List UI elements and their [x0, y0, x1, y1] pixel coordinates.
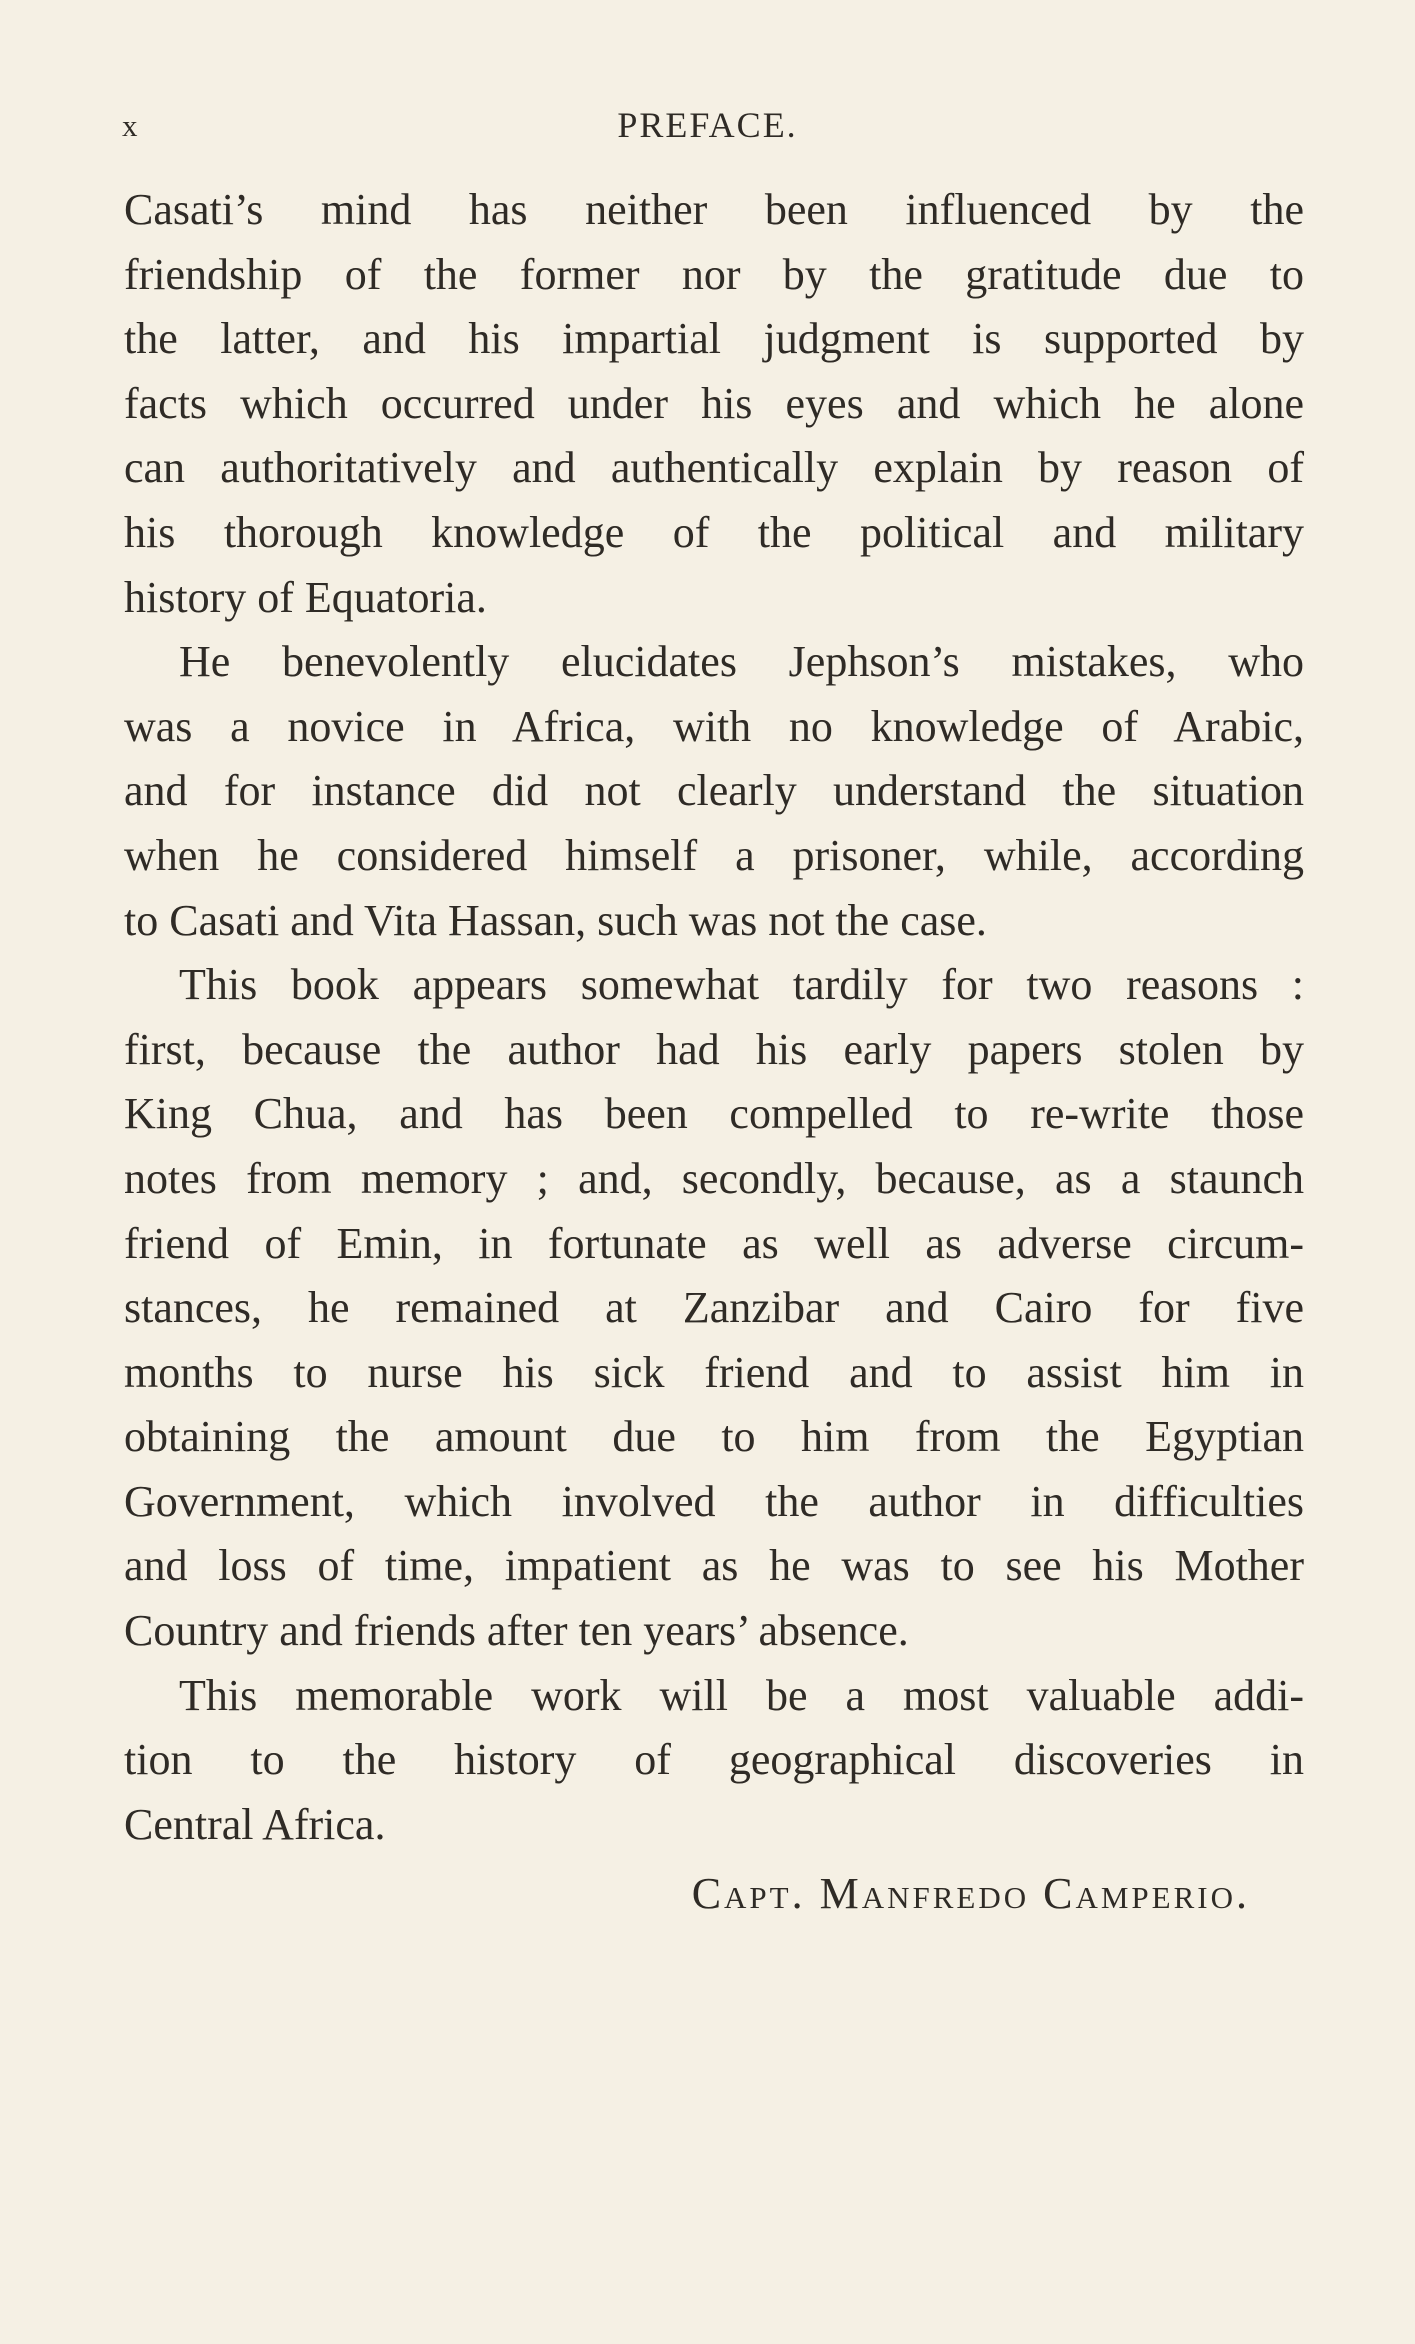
- text-line: Casati’s mind has neither been influenced by the: [124, 185, 1304, 234]
- text-line: history of Equatoria.: [124, 572, 487, 622]
- text-line: King Chua, and has been compelled to re-write those: [124, 1089, 1304, 1139]
- text-line: tion to the history of geographical discoveries in: [124, 1735, 1304, 1785]
- text-line: This memorable work will be a most valuable addi-: [179, 1670, 1304, 1720]
- text-line: This book appears somewhat tardily for two reasons :: [179, 960, 1304, 1010]
- text-line: to Casati and Vita Hassan, such was not the case.: [124, 895, 987, 945]
- text-line: when he considered himself a prisoner, while, according: [124, 830, 1304, 880]
- text-line: his thorough knowledge of the political and military: [124, 507, 1304, 557]
- text-line: notes from memory ; and, secondly, because, as a staunch: [124, 1153, 1304, 1203]
- text-line: Government, which involved the author in difficulties: [124, 1476, 1304, 1526]
- text-line: first, because the author had his early papers stolen by: [124, 1024, 1304, 1074]
- text-line: Country and friends after ten years’ absence.: [124, 1606, 909, 1656]
- text-line: facts which occurred under his eyes and which he alone: [124, 378, 1304, 428]
- text-line: obtaining the amount due to him from the Egyptian: [124, 1412, 1304, 1462]
- text-line: and for instance did not clearly understand the situation: [124, 766, 1304, 816]
- text-line: stances, he remained at Zanzibar and Cairo for five: [124, 1283, 1304, 1333]
- text-line: the latter, and his impartial judgment is supported by: [124, 314, 1304, 364]
- author-signature: Capt. Manfredo Camperio.: [691, 1869, 1250, 1918]
- text-line: months to nurse his sick friend and to assist him in: [124, 1347, 1304, 1397]
- text-line: friend of Emin, in fortunate as well as adverse circum-: [124, 1218, 1304, 1268]
- text-line: can authoritatively and authentically explain by reason of: [124, 443, 1304, 493]
- page-number: x: [122, 108, 139, 143]
- text-line: friendship of the former nor by the gratitude due to: [124, 249, 1304, 299]
- text-line: and loss of time, impatient as he was to see his Mother: [124, 1541, 1304, 1591]
- text-line: Central Africa.: [124, 1799, 386, 1849]
- text-line: was a novice in Africa, with no knowledge of Arabic,: [124, 701, 1304, 751]
- text-line: He benevolently elucidates Jephson’s mistakes, who: [179, 637, 1304, 687]
- running-head: PREFACE.: [617, 105, 798, 145]
- body-text: [124, 178, 1304, 1857]
